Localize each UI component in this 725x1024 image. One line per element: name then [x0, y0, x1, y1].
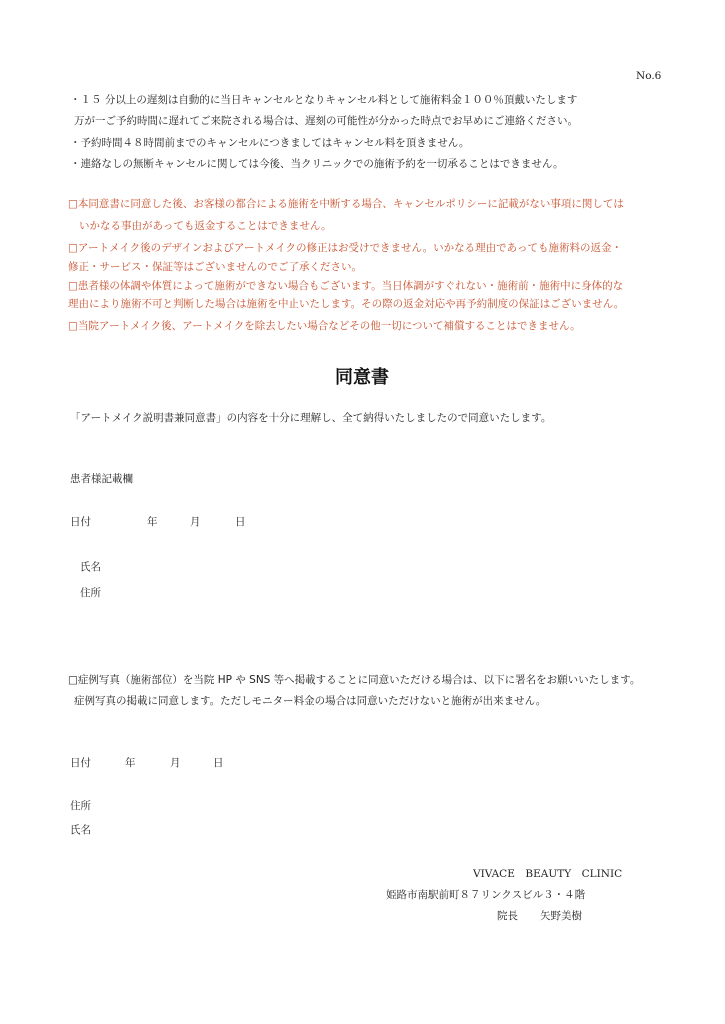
director-title: 院長 [497, 910, 518, 922]
red-note-health: □患者様の体調や体質によって施術ができない場合もございます。当日体調がすぐれない・施術前・施術中に身体的な [68, 280, 624, 292]
cancel-note-late: ・１５ 分以上の遅刻は自動的に当日キャンセルとなりキャンセル料として施術料金１００％頂戴いたします [70, 94, 578, 106]
photo-date-year: 年 [125, 757, 136, 769]
photo-address-label: 住所 [70, 800, 91, 812]
clinic-name: VIVACE BEAUTY CLINIC [473, 868, 623, 880]
cancel-note-48h: ・予約時間４８時間前までのキャンセルにつきましてはキャンセル料を頂きません。 [70, 137, 470, 149]
red-note-no-refund: □本同意書に同意した後、お客様の都合による施術を中断する場合、キャンセルポリシーに記載がない事項に関しては [68, 198, 624, 210]
patient-address-label: 住所 [80, 587, 101, 599]
photo-consent-line1: □症例写真（施術部位）を当院 HP や SNS 等へ掲載することに同意いただける場合は、以下に署名をお願いいたします。 [68, 674, 641, 686]
patient-section-heading: 患者様記載欄 [70, 473, 133, 485]
page-number: No.6 [636, 70, 662, 82]
patient-name-label: 氏名 [80, 561, 101, 573]
cancel-note-no-show: ・連絡なしの無断キャンセルに関しては今後、当クリニックでの施術予約を一切承ることはできません。 [70, 158, 564, 170]
photo-date-month: 月 [170, 757, 181, 769]
cancel-note-late-contact: 万が一ご予約時間に遅れてご来院される場合は、遅刻の可能性が分かった時点でお早めにご連絡ください。 [74, 115, 578, 127]
patient-date-month: 月 [190, 516, 201, 528]
red-note-no-refund-cont: いかなる事由があっても返金することはできません。 [79, 220, 332, 232]
consent-statement: 「アートメイク説明書兼同意書」の内容を十分に理解し、全て納得いたしましたので同意いたします。 [70, 412, 552, 424]
red-note-no-revision: □アートメイク後のデザインおよびアートメイクの修正はお受けできません。いかなる理由であっても施術料の返金・ [68, 242, 623, 254]
photo-date-label: 日付 [70, 757, 91, 769]
photo-date-day: 日 [213, 757, 224, 769]
photo-name-label: 氏名 [70, 824, 91, 836]
patient-date-day: 日 [235, 516, 246, 528]
red-note-no-revision-cont: 修正・サービス・保証等はございませんのでご了承ください。 [68, 261, 362, 273]
director-name: 矢野美樹 [540, 910, 582, 922]
red-note-removal: □当院アートメイク後、アートメイクを除去したい場合などその他一切について補償することはできません。 [68, 320, 581, 332]
patient-date-year: 年 [147, 516, 158, 528]
patient-date-label: 日付 [70, 516, 91, 528]
red-note-health-cont: 理由により施術不可と判断した場合は施術を中止いたします。その際の返金対応や再予約制度の保証はございません。 [68, 298, 625, 310]
clinic-address: 姫路市南駅前町８７リンクスビル３・４階 [386, 889, 586, 901]
photo-consent-line2: 症例写真の掲載に同意します。ただしモニター料金の場合は同意いただけないと施術が出来ません。 [74, 695, 547, 707]
document-title: 同意書 [335, 367, 389, 388]
